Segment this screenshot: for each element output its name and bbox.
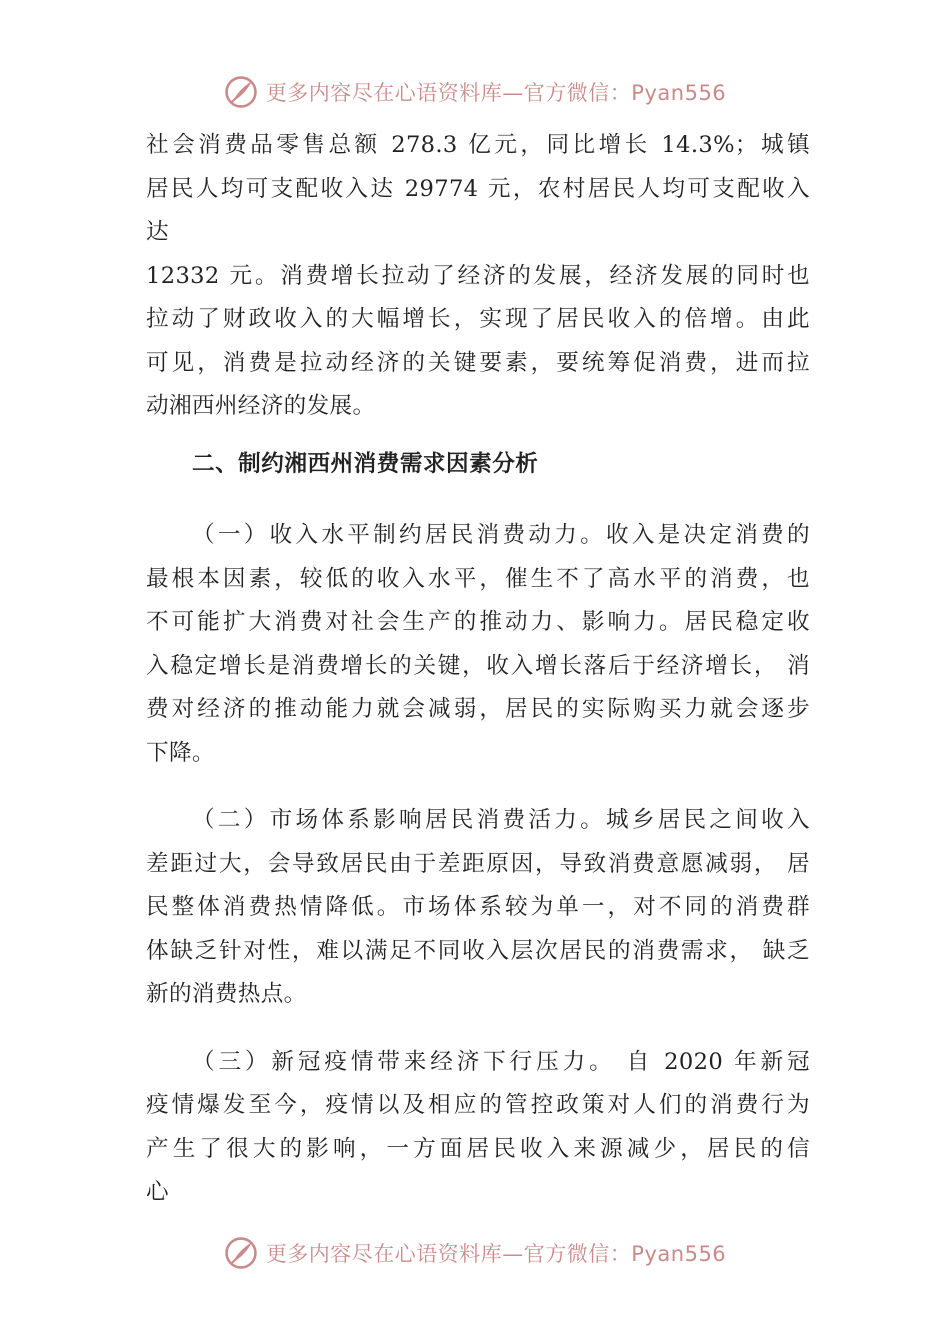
- text-line: （三）新冠疫情带来经济下行压力。 自 2020 年新冠: [192, 1048, 810, 1075]
- text-line: 社会消费品零售总额 278.3 亿元，同比增长 14.3%；城镇: [146, 132, 810, 158]
- paragraph-intro: [146, 124, 810, 429]
- text-line: 心: [146, 1179, 169, 1205]
- text-line: 疫情爆发至今，疫情以及相应的管控政策对人们的消费行为: [146, 1092, 810, 1118]
- text-line: 入稳定增长是消费增长的关键，收入增长落后于经济增长， 消: [146, 652, 810, 679]
- text-line: 不可能扩大消费对社会生产的推动力、影响力。居民稳定收: [146, 609, 810, 635]
- feather-pen-logo-icon: [224, 75, 258, 109]
- feather-pen-logo-icon: [224, 1236, 258, 1270]
- text-line: 费对经济的推动能力就会减弱，居民的实际购买力就会逐步: [146, 696, 810, 722]
- text-line: 新的消费热点。: [146, 981, 307, 1007]
- paragraph-market: [146, 799, 810, 1017]
- header-watermark: [0, 72, 950, 112]
- paragraph-income: [146, 514, 810, 775]
- watermark-text: 更多内容尽在心语资料库—官方微信：Pyan556: [265, 81, 727, 105]
- text-line: 可见，消费是拉动经济的关键要素，要统筹促消费，进而拉: [146, 349, 810, 376]
- text-line: 居民人均可支配收入达 29774 元，农村居民人均可支配收入: [146, 175, 810, 202]
- text-line: （二）市场体系影响居民消费活力。城乡居民之间收入: [192, 807, 810, 833]
- text-line: 下降。: [146, 739, 215, 766]
- text-line: 达: [146, 219, 169, 245]
- text-line: 拉动了财政收入的大幅增长，实现了居民收入的倍增。由此: [146, 306, 810, 332]
- watermark-text: 更多内容尽在心语资料库—官方微信：Pyan556: [265, 1242, 727, 1266]
- text-line: 最根本因素，较低的收入水平，催生不了高水平的消费，也: [146, 565, 810, 592]
- text-line: （一）收入水平制约居民消费动力。收入是决定消费的: [192, 522, 810, 548]
- text-line: 动湘西州经济的发展。: [146, 393, 376, 419]
- document-body: [146, 124, 810, 1215]
- text-line: 民整体消费热情降低。市场体系较为单一，对不同的消费群: [146, 894, 810, 920]
- section-heading: 二、制约湘西州消费需求因素分析: [192, 450, 539, 477]
- text-line: 体缺乏针对性，难以满足不同收入层次居民的消费需求， 缺乏: [146, 937, 810, 964]
- text-line: 差距过大，会导致居民由于差距原因，导致消费意愿减弱， 居: [146, 850, 810, 877]
- paragraph-covid: [146, 1041, 810, 1215]
- footer-watermark: [0, 1233, 950, 1273]
- text-line: 产生了很大的影响，一方面居民收入来源减少，居民的信: [146, 1135, 810, 1162]
- text-line: 12332 元。消费增长拉动了经济的发展，经济发展的同时也: [146, 262, 810, 289]
